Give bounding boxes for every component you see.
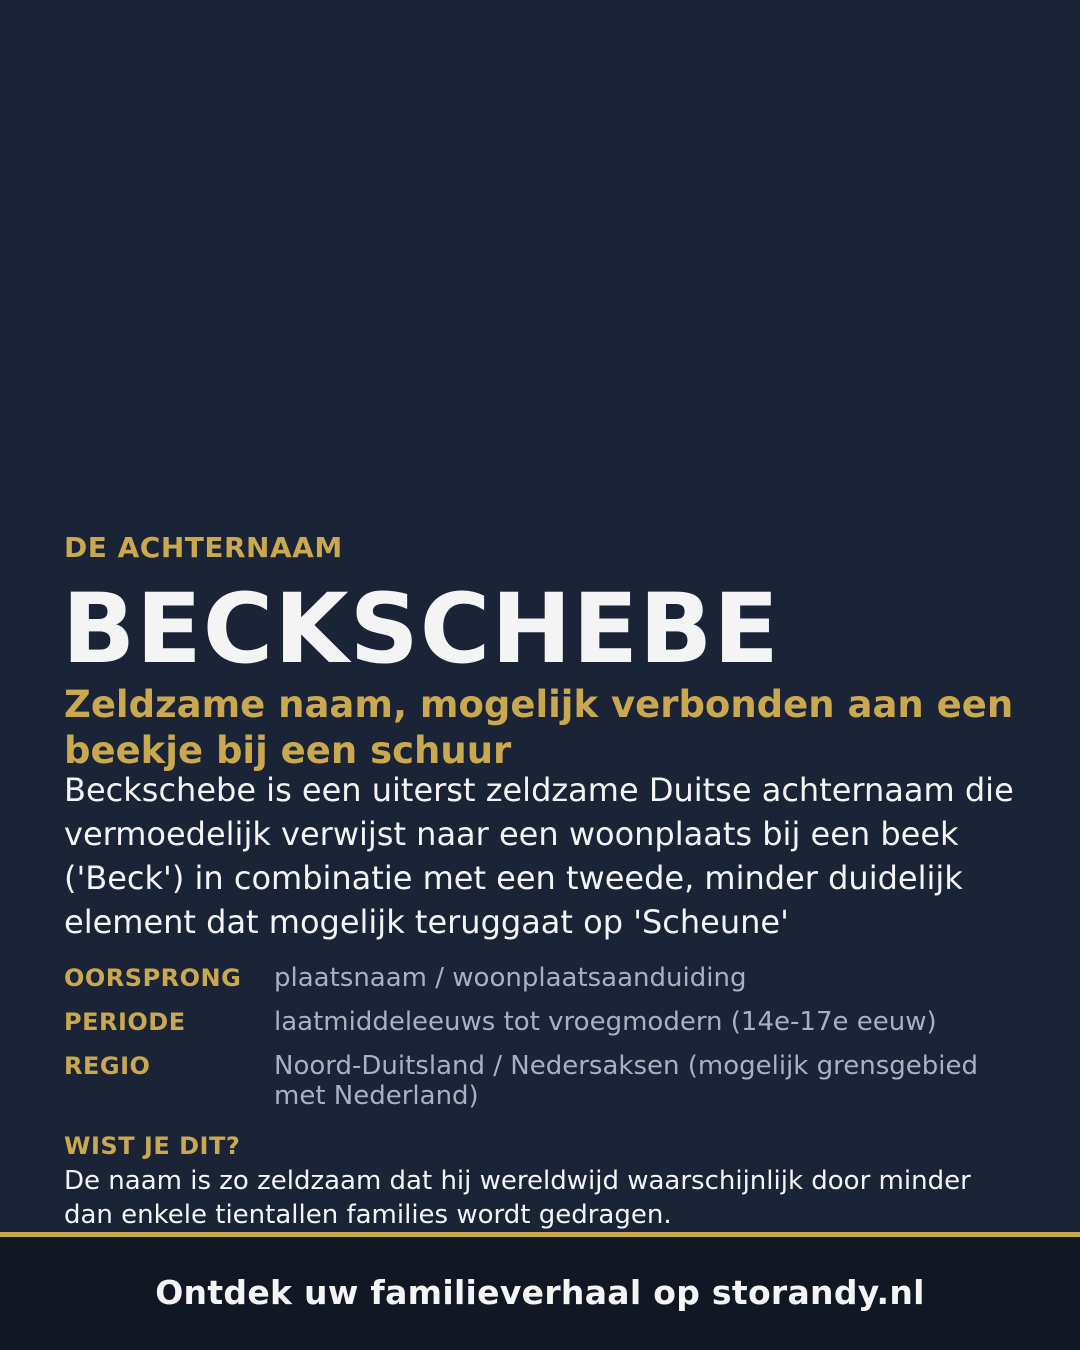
fact-value: Noord-Duitsland / Nedersaksen (mogelijk grensgebied met Nederland)	[274, 1051, 978, 1111]
fact-row-region	[64, 1050, 1024, 1111]
fact-value: plaatsnaam / woonplaatsaanduiding	[274, 963, 747, 993]
fact-value: laatmiddeleeuws tot vroegmodern (14e-17e eeuw)	[274, 1007, 937, 1037]
fact-label: OORSPRONG	[64, 964, 242, 992]
did-you-know-label: WIST JE DIT?	[64, 1132, 241, 1160]
surname-title: BECKSCHEBE	[62, 573, 780, 685]
footer-cta-text: Ontdek uw familieverhaal op storandy.nl	[155, 1273, 925, 1312]
footer-banner	[0, 1232, 1080, 1350]
did-you-know-text: De naam is zo zeldzaam dat hij wereldwijd waarschijnlijk door minder dan enkele tientallen families wordt gedragen.	[64, 1166, 971, 1230]
fact-label: PERIODE	[64, 1008, 186, 1036]
surname-subtitle: Zeldzame naam, mogelijk verbonden aan een beekje bij een schuur	[64, 683, 1014, 772]
surname-description: Beckschebe is een uiterst zeldzame Duitse achternaam die vermoedelijk verwijst naar een woonplaats bij een beek ('Beck') in combinatie met een tweede, minder duidelijk element dat mogelijk teruggaat op 'Scheune'	[64, 771, 1014, 941]
facts-list	[64, 962, 1024, 1123]
fact-row-period	[64, 1006, 1024, 1038]
fact-label: REGIO	[64, 1052, 151, 1080]
fact-row-origin	[64, 962, 1024, 994]
eyebrow-label: DE ACHTERNAAM	[64, 531, 343, 564]
